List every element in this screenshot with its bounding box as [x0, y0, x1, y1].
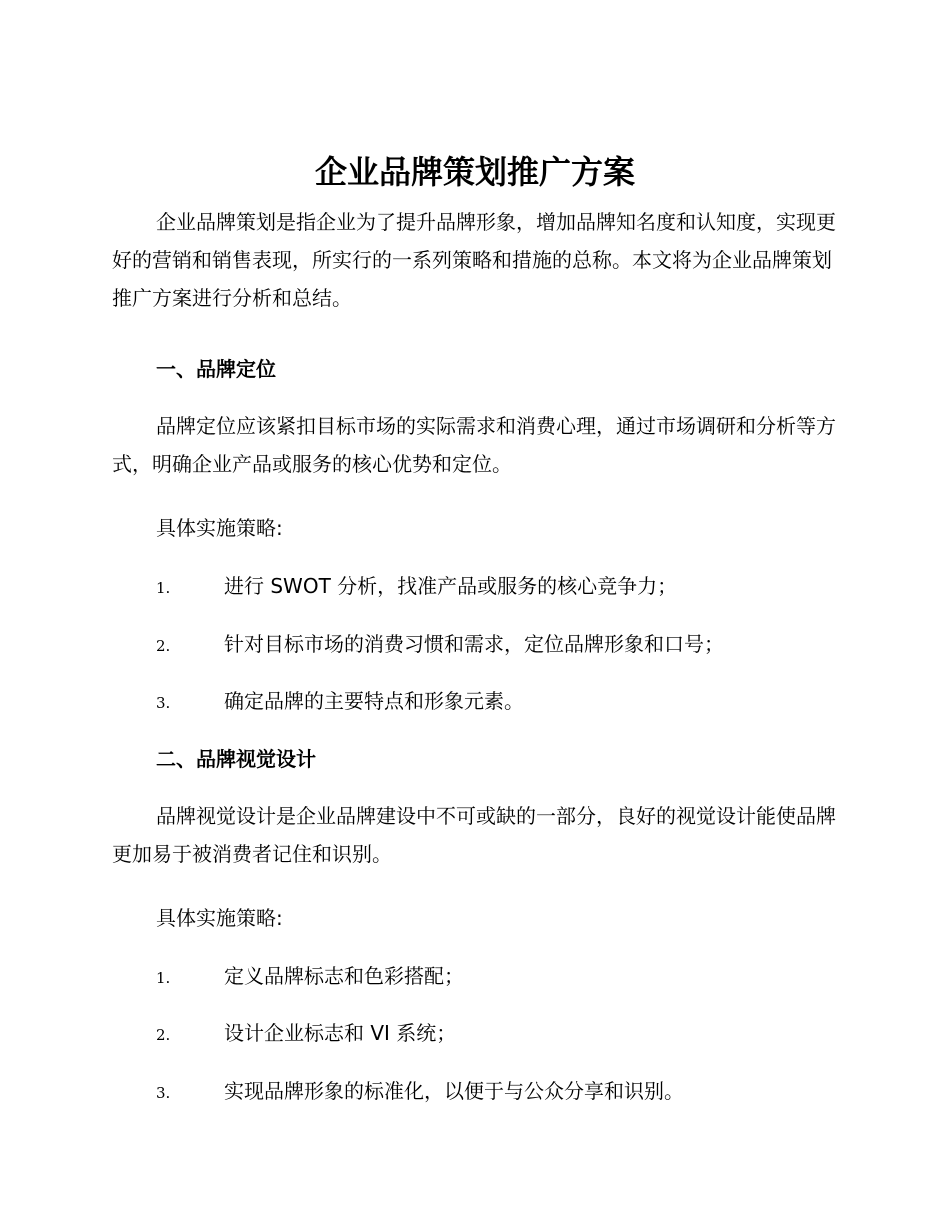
list-item [156, 687, 836, 715]
list-item-number: 3. [156, 1084, 171, 1102]
document-title: 企业品牌策划推广方案 [314, 153, 635, 191]
section-paragraph-positioning: 品牌定位应该紧扣目标市场的实际需求和消费心理，通过市场调研和分析等方式，明确企业产品或服务的核心优势和定位。 [112, 414, 836, 476]
list-item [156, 630, 836, 658]
section-heading-visual-design: 二、品牌视觉设计 [156, 747, 316, 771]
list-item-number: 1. [156, 579, 171, 597]
list-item-text: 确定品牌的主要特点和形象元素。 [224, 689, 524, 713]
list-item [156, 1077, 836, 1105]
list-item-number: 2. [156, 637, 171, 655]
list-item-number: 1. [156, 969, 171, 987]
strategy-label: 具体实施策略: [156, 516, 283, 540]
list-item [156, 1019, 836, 1047]
list-item-text: 实现品牌形象的标准化，以便于与公众分享和识别。 [224, 1079, 684, 1103]
list-item [156, 962, 836, 990]
section-heading-positioning: 一、品牌定位 [156, 357, 276, 381]
list-item-text: 进行 SWOT 分析，找准产品或服务的核心竞争力； [224, 574, 678, 598]
section-paragraph-visual-design: 品牌视觉设计是企业品牌建设中不可或缺的一部分，良好的视觉设计能使品牌更加易于被消费者记住和识别。 [112, 804, 836, 866]
strategy-label: 具体实施策略: [156, 906, 283, 930]
list-item-text: 针对目标市场的消费习惯和需求，定位品牌形象和口号； [224, 632, 724, 656]
list-item-text: 设计企业标志和 VI 系统； [224, 1021, 457, 1045]
intro-paragraph: 企业品牌策划是指企业为了提升品牌形象，增加品牌知名度和认知度，实现更好的营销和销售表现，所实行的一系列策略和措施的总称。本文将为企业品牌策划推广方案进行分析和总结。 [112, 210, 836, 310]
list-item-text: 定义品牌标志和色彩搭配； [224, 964, 464, 988]
list-item [156, 572, 836, 600]
list-item-number: 2. [156, 1026, 171, 1044]
list-item-number: 3. [156, 694, 171, 712]
